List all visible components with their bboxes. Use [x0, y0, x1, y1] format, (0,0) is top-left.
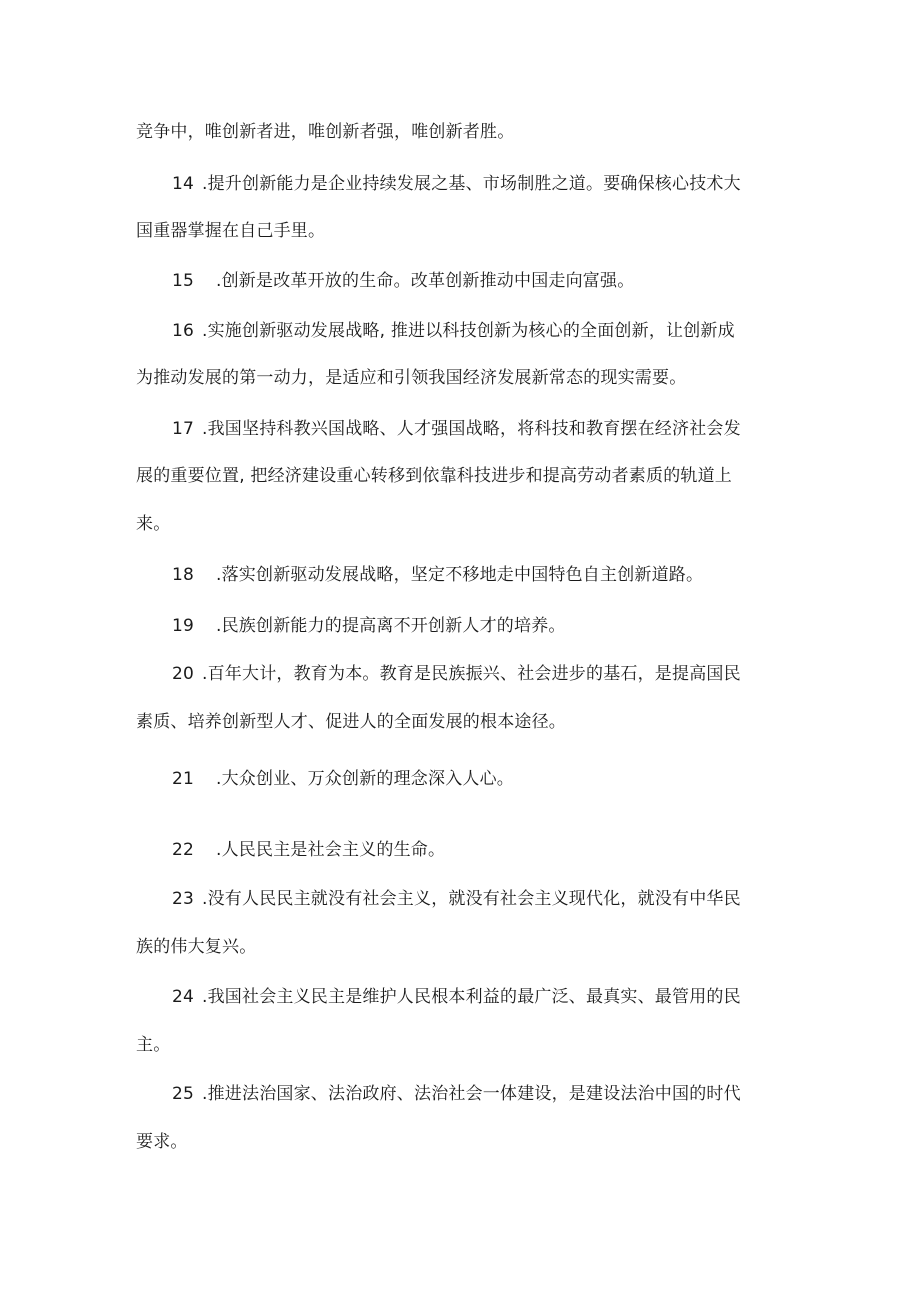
item-number: 22	[172, 840, 195, 860]
item-text: 主。	[136, 1035, 171, 1055]
item-separator: .	[202, 174, 208, 194]
text-line	[136, 466, 732, 486]
item-text: 提升创新能力是企业持续发展之基、市场制胜之道。要确保核心技术大	[207, 174, 741, 194]
item-separator: .	[202, 987, 208, 1007]
item-number: 16	[172, 321, 195, 341]
item-text: 族的伟大复兴。	[136, 937, 257, 957]
item-number: 15	[172, 271, 195, 291]
item-text: 推进法治国家、法治政府、法治社会一体建设，是建设法治中国的时代	[207, 1084, 741, 1104]
item-text: 要求。	[136, 1132, 188, 1152]
item-text: 民族创新能力的提高离不开创新人才的培养。	[221, 616, 566, 636]
item-number: 19	[172, 616, 195, 636]
item-separator: .	[202, 664, 208, 684]
list-item-16	[172, 321, 735, 341]
text-line	[136, 1132, 188, 1152]
item-number: 21	[172, 769, 195, 789]
item-number: 23	[172, 889, 195, 909]
list-item-23	[172, 889, 741, 909]
text-line	[136, 1035, 170, 1055]
item-text: 大众创业、万众创新的理念深入人心。	[221, 769, 515, 789]
item-separator: .	[216, 840, 222, 860]
item-separator: .	[202, 889, 208, 909]
list-item-15	[172, 271, 634, 291]
item-text: 国重器掌握在自己手里。	[136, 221, 326, 241]
item-separator: .	[216, 769, 222, 789]
item-separator: .	[202, 1084, 208, 1104]
item-text: 为推动发展的第一动力，是适应和引领我国经济发展新常态的现实需要。	[136, 368, 687, 388]
list-item-17	[172, 419, 741, 439]
item-text: 创新是改革开放的生命。改革创新推动中国走向富强。	[221, 271, 635, 291]
item-number: 25	[172, 1084, 195, 1104]
item-text: 我国坚持科教兴国战略、人才强国战略，将科技和教育摆在经济社会发	[207, 419, 741, 439]
list-item-22	[172, 840, 445, 860]
item-text: 没有人民民主就没有社会主义，就没有社会主义现代化，就没有中华民	[207, 889, 741, 909]
item-number: 24	[172, 987, 195, 1007]
item-text: 落实创新驱动发展战略，坚定不移地走中国特色自主创新道路。	[221, 565, 704, 585]
item-separator: .	[216, 565, 222, 585]
item-text: 百年大计，教育为本。教育是民族振兴、社会进步的基石，是提高国民	[207, 664, 741, 684]
list-item-21	[172, 769, 514, 789]
item-separator: .	[202, 321, 208, 341]
text-line	[136, 122, 514, 142]
item-text: 人民民主是社会主义的生命。	[221, 840, 446, 860]
list-item-14	[172, 174, 741, 194]
text-line	[136, 514, 170, 534]
item-number: 17	[172, 419, 195, 439]
item-separator: .	[216, 271, 222, 291]
list-item-20	[172, 664, 741, 684]
text-line	[136, 221, 325, 241]
text-line	[136, 712, 566, 732]
text-line	[136, 368, 686, 388]
item-number: 14	[172, 174, 195, 194]
item-text: 素质、培养创新型人才、促进人的全面发展的根本途径。	[136, 712, 566, 732]
item-text: 竞争中，唯创新者进，唯创新者强，唯创新者胜。	[136, 122, 515, 142]
list-item-19	[172, 616, 566, 636]
list-item-18	[172, 565, 703, 585]
item-text: 来。	[136, 514, 171, 534]
item-text: 我国社会主义民主是维护人民根本利益的最广泛、最真实、最管用的民	[207, 987, 741, 1007]
item-text: 实施创新驱动发展战略, 推进以科技创新为核心的全面创新，让创新成	[207, 321, 735, 341]
item-separator: .	[202, 419, 208, 439]
list-item-25	[172, 1084, 741, 1104]
item-number: 18	[172, 565, 195, 585]
list-item-24	[172, 987, 741, 1007]
item-separator: .	[216, 616, 222, 636]
item-number: 20	[172, 664, 195, 684]
item-text: 展的重要位置, 把经济建设重心转移到依靠科技进步和提高劳动者素质的轨道上	[136, 466, 733, 486]
text-line	[136, 937, 256, 957]
